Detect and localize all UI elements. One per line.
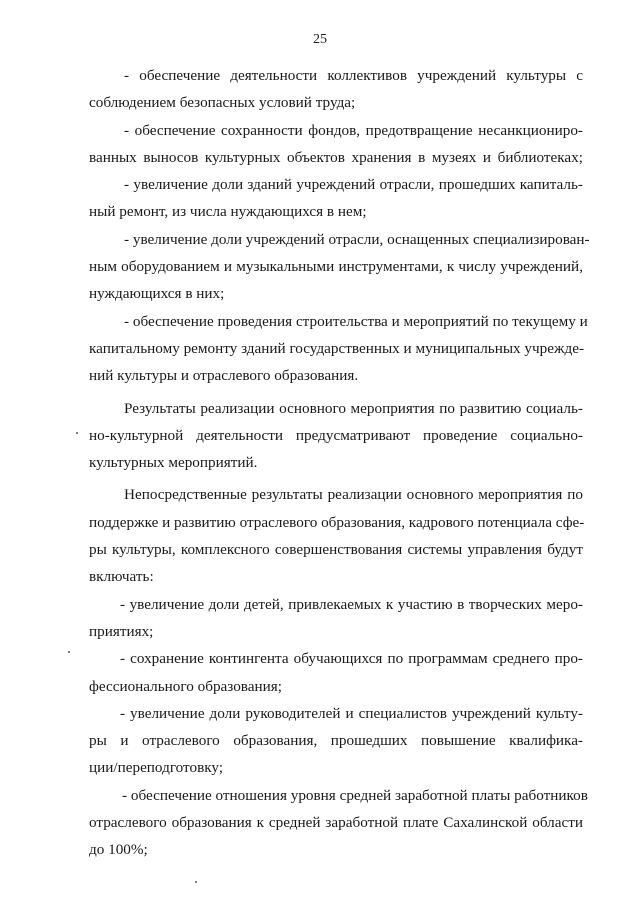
- text-line: ры культуры, комплексного совершенствования системы управления будут: [89, 541, 583, 559]
- text-line: Непосредственные результаты реализации основного мероприятия по: [124, 486, 583, 504]
- text-line: нуждающихся в них;: [89, 285, 225, 303]
- text-line: - увеличение доли руководителей и специалистов учреждений культу-: [120, 704, 583, 722]
- text-line: до 100%;: [89, 841, 148, 859]
- text-line: ный ремонт, из числа нуждающихся в нем;: [89, 203, 367, 221]
- document-body: [89, 62, 590, 864]
- text-line: - увеличение доли учреждений отрасли, оснащенных специализирован-: [124, 230, 590, 248]
- text-line: ний культуры и отраслевого образования.: [89, 367, 359, 385]
- text-line: соблюдением безопасных условий труда;: [89, 94, 356, 112]
- text-line: - обеспечение проведения строительства и мероприятий по текущему и: [124, 312, 588, 330]
- text-line: - увеличение доли детей, привлекаемых к участию в творческих меро-: [120, 595, 583, 613]
- text-line: - сохранение контингента обучающихся по программам среднего про-: [120, 650, 583, 668]
- text-line: но-культурной деятельности предусматривают проведение социально-: [89, 426, 583, 444]
- text-line: приятиях;: [89, 622, 154, 640]
- text-line: ванных выносов культурных объектов хранения в музеях и библиотеках;: [89, 148, 583, 166]
- scan-speck: [76, 432, 78, 434]
- text-line: - обеспечение сохранности фондов, предотвращение несанкциониро-: [124, 121, 583, 139]
- text-line: - обеспечение деятельности коллективов учреждений культуры с: [124, 67, 583, 84]
- text-line: Результаты реализации основного мероприятия по развитию социаль-: [124, 399, 583, 417]
- text-line: фессионального образования;: [89, 677, 282, 695]
- scan-speck: [195, 881, 197, 883]
- scan-speck: [68, 651, 70, 653]
- text-line: - увеличение доли зданий учреждений отрасли, прошедших капиталь-: [124, 176, 583, 194]
- text-line: включать:: [89, 568, 154, 586]
- text-line: отраслевого образования к средней заработной плате Сахалинской области: [89, 814, 583, 832]
- text-line: ным оборудованием и музыкальными инструментами, к числу учреждений,: [89, 258, 583, 276]
- text-line: культурных мероприятий.: [89, 454, 258, 472]
- text-line: - обеспечение отношения уровня средней заработной платы работников: [122, 786, 588, 804]
- page-number: 25: [313, 32, 327, 47]
- text-line: ции/переподготовку;: [89, 759, 224, 777]
- text-line: поддержке и развитию отраслевого образования, кадрового потенциала сфе-: [89, 513, 585, 531]
- text-line: капитальному ремонту зданий государственных и муниципальных учрежде-: [89, 339, 585, 357]
- text-line: ры и отраслевого образования, прошедших повышение квалифика-: [89, 732, 583, 750]
